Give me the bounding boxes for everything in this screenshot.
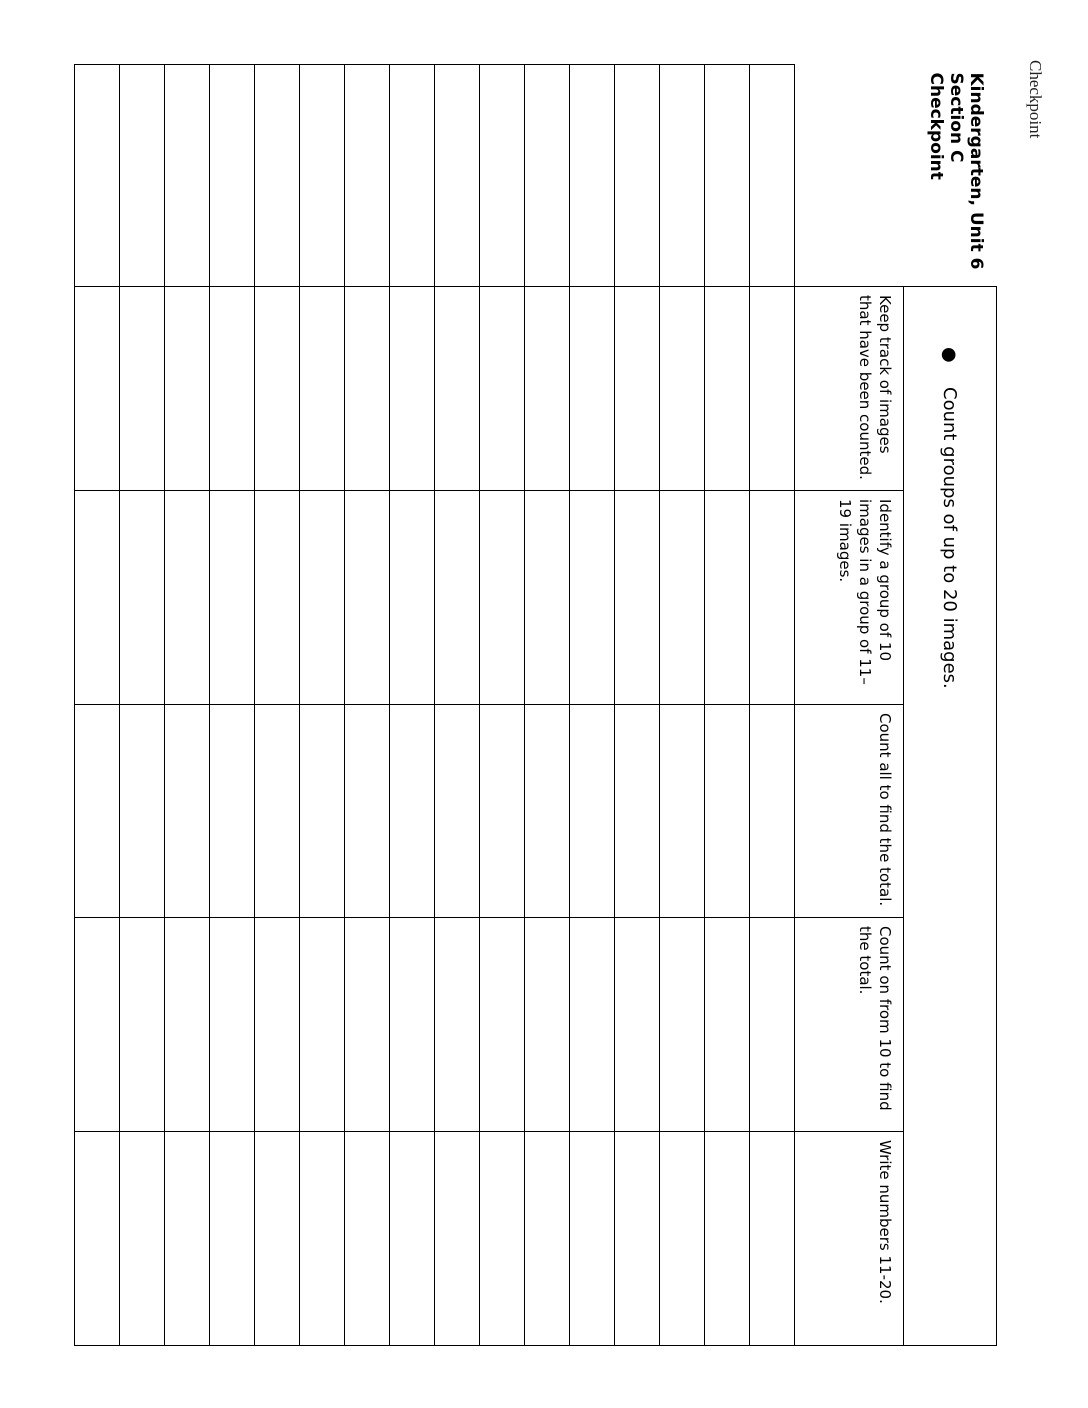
check-cell[interactable] [750, 287, 795, 491]
criterion-cell: Count all to find the total. [795, 705, 904, 918]
check-cell[interactable] [525, 491, 570, 705]
check-cell[interactable] [750, 705, 795, 918]
check-cell[interactable] [75, 491, 120, 705]
check-cell[interactable] [660, 705, 705, 918]
check-cell[interactable] [435, 918, 480, 1132]
title-line-1: Kindergarten, Unit 6 [966, 72, 987, 270]
student-row [660, 65, 705, 1346]
criterion-cell: Identify a group of 10 images in a group of 11–19 images. [795, 491, 904, 705]
check-cell[interactable] [345, 491, 390, 705]
check-cell[interactable] [570, 1132, 615, 1346]
student-row [210, 65, 255, 1346]
student-row [570, 65, 615, 1346]
check-cell[interactable] [210, 918, 255, 1132]
check-cell[interactable] [660, 1132, 705, 1346]
check-cell[interactable] [255, 918, 300, 1132]
check-cell[interactable] [480, 491, 525, 705]
check-cell[interactable] [570, 705, 615, 918]
check-cell[interactable] [480, 287, 525, 491]
check-cell[interactable] [165, 491, 210, 705]
check-cell[interactable] [525, 287, 570, 491]
student-row [300, 65, 345, 1346]
check-cell[interactable] [255, 287, 300, 491]
check-cell[interactable] [210, 287, 255, 491]
check-cell[interactable] [255, 491, 300, 705]
check-cell[interactable] [75, 705, 120, 918]
check-cell[interactable] [615, 491, 660, 705]
check-cell[interactable] [300, 287, 345, 491]
check-cell[interactable] [165, 918, 210, 1132]
check-cell[interactable] [525, 1132, 570, 1346]
goal-text: Count groups of up to 20 images. [939, 387, 961, 689]
student-name-cell[interactable] [705, 65, 750, 287]
check-cell[interactable] [345, 1132, 390, 1346]
student-name-cell[interactable] [390, 65, 435, 287]
student-row [165, 65, 210, 1346]
checkpoint-title [927, 73, 987, 281]
check-cell[interactable] [120, 918, 165, 1132]
check-cell[interactable] [435, 1132, 480, 1346]
check-cell[interactable] [345, 918, 390, 1132]
title-line-3: Checkpoint [926, 72, 947, 180]
student-name-cell[interactable] [255, 65, 300, 287]
student-name-cell[interactable] [345, 65, 390, 287]
check-cell[interactable] [210, 491, 255, 705]
check-cell[interactable] [345, 705, 390, 918]
check-cell[interactable] [525, 918, 570, 1132]
check-cell[interactable] [570, 287, 615, 491]
page-header: Checkpoint [1026, 60, 1045, 139]
title-cell [795, 65, 997, 287]
student-name-cell[interactable] [75, 65, 120, 287]
check-cell[interactable] [615, 1132, 660, 1346]
check-cell[interactable] [210, 705, 255, 918]
check-cell[interactable] [300, 918, 345, 1132]
check-cell[interactable] [390, 918, 435, 1132]
check-cell[interactable] [120, 1132, 165, 1346]
criterion-cell: Write numbers 11-20. [795, 1132, 904, 1346]
check-cell[interactable] [705, 918, 750, 1132]
check-cell[interactable] [705, 1132, 750, 1346]
check-cell[interactable] [300, 491, 345, 705]
check-cell[interactable] [345, 287, 390, 491]
check-cell[interactable] [255, 1132, 300, 1346]
check-cell[interactable] [660, 491, 705, 705]
check-cell[interactable] [75, 287, 120, 491]
title-line-2: Section C [946, 72, 967, 163]
check-cell[interactable] [120, 491, 165, 705]
student-row [120, 65, 165, 1346]
check-cell[interactable] [660, 287, 705, 491]
check-cell[interactable] [615, 918, 660, 1132]
check-cell[interactable] [300, 1132, 345, 1346]
check-cell[interactable] [615, 705, 660, 918]
student-row [435, 65, 480, 1346]
check-cell[interactable] [165, 287, 210, 491]
check-cell[interactable] [300, 705, 345, 918]
check-cell[interactable] [570, 918, 615, 1132]
student-name-cell[interactable] [120, 65, 165, 287]
student-row [255, 65, 300, 1346]
check-cell[interactable] [480, 1132, 525, 1346]
check-cell[interactable] [705, 705, 750, 918]
check-cell[interactable] [480, 705, 525, 918]
check-cell[interactable] [705, 287, 750, 491]
check-cell[interactable] [165, 1132, 210, 1346]
goal-cell [904, 287, 997, 1346]
check-cell[interactable] [165, 705, 210, 918]
student-row [390, 65, 435, 1346]
check-cell[interactable] [750, 491, 795, 705]
check-cell[interactable] [120, 705, 165, 918]
student-name-cell[interactable] [525, 65, 570, 287]
check-cell[interactable] [435, 705, 480, 918]
student-row [750, 65, 795, 1346]
student-row [480, 65, 525, 1346]
student-row [75, 65, 120, 1346]
check-cell[interactable] [120, 287, 165, 491]
criterion-cell: Keep track of images that have been counted. [795, 287, 904, 491]
criterion-cell: Count on from 10 to find the total. [795, 918, 904, 1132]
check-cell[interactable] [750, 918, 795, 1132]
student-name-cell[interactable] [750, 65, 795, 287]
check-cell[interactable] [390, 287, 435, 491]
student-name-cell[interactable] [570, 65, 615, 287]
check-cell[interactable] [210, 1132, 255, 1346]
check-cell[interactable] [705, 491, 750, 705]
check-cell[interactable] [255, 705, 300, 918]
student-row [615, 65, 660, 1346]
student-row [525, 65, 570, 1346]
student-name-cell[interactable] [435, 65, 480, 287]
check-cell[interactable] [615, 287, 660, 491]
student-name-cell[interactable] [480, 65, 525, 287]
check-cell[interactable] [390, 491, 435, 705]
header-row [904, 65, 997, 1346]
checkpoint-sheet [101, 64, 997, 1345]
student-name-cell[interactable] [210, 65, 255, 287]
check-cell[interactable] [435, 287, 480, 491]
check-cell[interactable] [435, 491, 480, 705]
student-name-cell[interactable] [300, 65, 345, 287]
bullet-icon: ● [939, 347, 961, 363]
check-cell[interactable] [75, 918, 120, 1132]
student-row [705, 65, 750, 1346]
check-cell[interactable] [480, 918, 525, 1132]
check-cell[interactable] [570, 491, 615, 705]
check-cell[interactable] [750, 1132, 795, 1346]
student-name-cell[interactable] [615, 65, 660, 287]
check-cell[interactable] [75, 1132, 120, 1346]
check-cell[interactable] [390, 705, 435, 918]
check-cell[interactable] [660, 918, 705, 1132]
check-cell[interactable] [390, 1132, 435, 1346]
student-name-cell[interactable] [165, 65, 210, 287]
check-cell[interactable] [525, 705, 570, 918]
checkpoint-table [74, 64, 997, 1346]
student-name-cell[interactable] [660, 65, 705, 287]
student-row [345, 65, 390, 1346]
